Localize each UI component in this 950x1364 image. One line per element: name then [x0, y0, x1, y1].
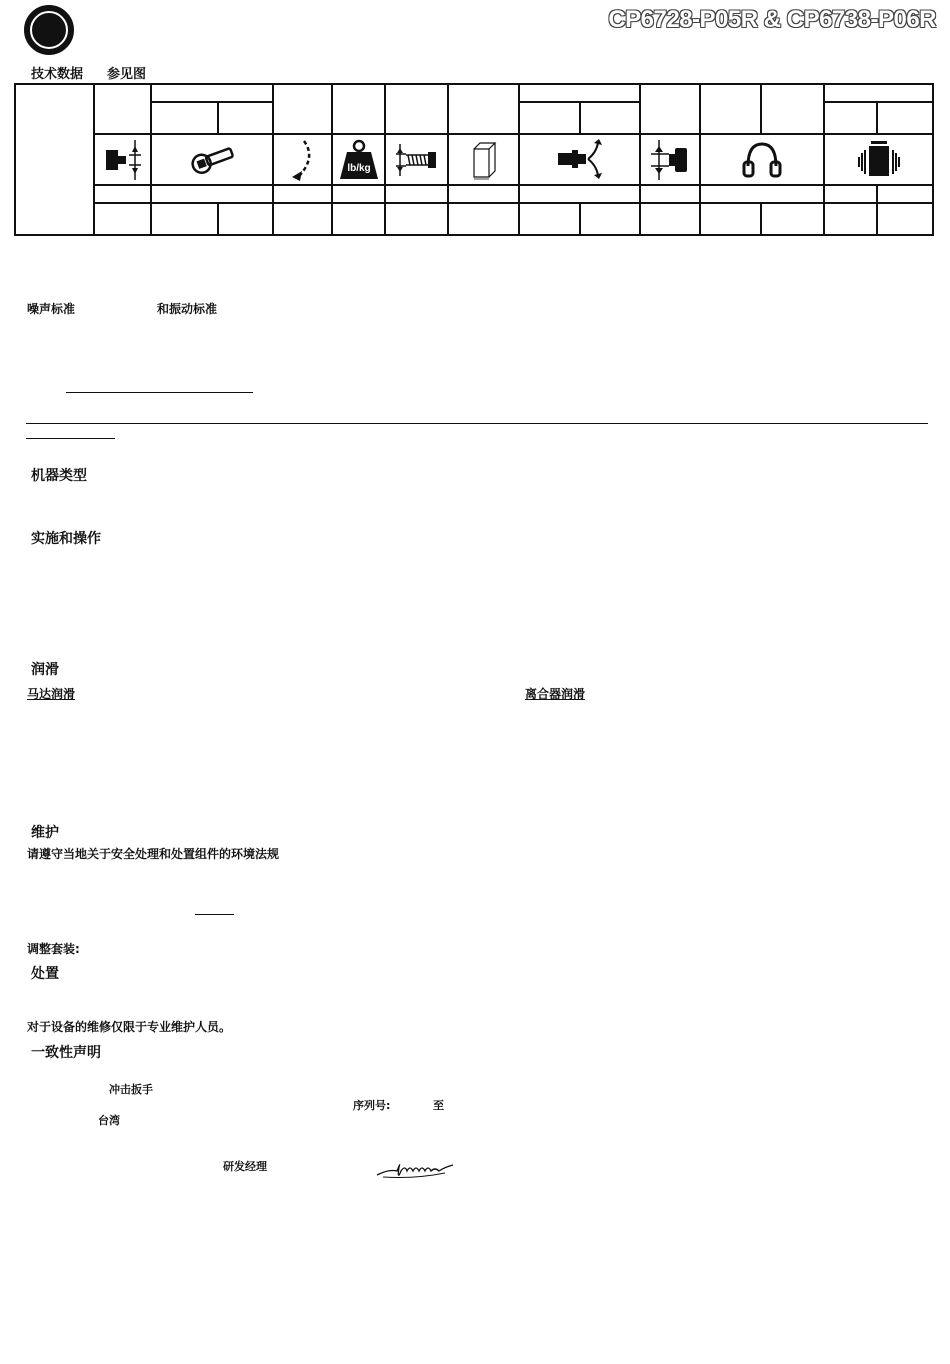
value-cell — [824, 185, 877, 203]
divider — [26, 423, 928, 424]
value-cell — [151, 203, 218, 235]
operation-heading: 实施和操作 — [31, 531, 101, 547]
header-cell — [824, 84, 933, 102]
environmental-note: 请遵守当地关于安全处理和处置组件的环境法规 — [27, 847, 280, 861]
header-cell — [385, 84, 448, 134]
value-cell — [218, 203, 273, 235]
header-cell — [218, 102, 273, 134]
value-cell — [824, 203, 877, 235]
value-cell — [385, 185, 448, 203]
adjustment-kit-label: 调整套装: — [27, 942, 80, 956]
divider — [26, 438, 115, 439]
header-cell — [640, 84, 700, 134]
divider — [66, 392, 253, 393]
ear-protection-icon — [700, 134, 824, 185]
value-cell — [700, 203, 761, 235]
header-cell — [151, 84, 273, 102]
lubrication-heading: 润滑 — [31, 662, 59, 678]
wrench-torque-icon — [151, 134, 273, 185]
value-cell — [273, 185, 332, 203]
air-inlet-thread-icon — [385, 134, 448, 185]
box-size-icon — [448, 134, 519, 185]
noise-standard-label: 噪声标准 — [27, 302, 76, 316]
header-cell — [824, 102, 877, 134]
value-cell — [580, 203, 640, 235]
spec-table — [14, 83, 934, 236]
technical-data-heading: 技术数据 — [31, 67, 84, 82]
value-cell — [519, 203, 580, 235]
divider — [195, 914, 234, 915]
value-cell — [94, 203, 151, 235]
row-header-cell — [15, 84, 94, 235]
clutch-lubrication-label: 离合器润滑 — [525, 687, 586, 701]
weight-lbkg-icon — [332, 134, 385, 185]
header-cell — [877, 102, 933, 134]
value-cell — [519, 185, 640, 203]
value-cell — [761, 203, 824, 235]
rd-manager-label: 研发经理 — [223, 1160, 267, 1173]
value-cell — [700, 185, 824, 203]
value-cell — [877, 203, 933, 235]
vibration-icon — [824, 134, 933, 185]
header-cell — [94, 84, 151, 134]
header-cell — [700, 84, 761, 134]
signature — [375, 1157, 457, 1183]
header-cell — [273, 84, 332, 134]
serial-number-label: 序列号: — [353, 1099, 391, 1112]
header-cell — [332, 84, 385, 134]
repair-note: 对于设备的维修仅限于专业维护人员。 — [27, 1020, 232, 1034]
value-cell — [448, 185, 519, 203]
motor-lubrication-label: 马达润滑 — [27, 687, 76, 701]
value-cell — [273, 203, 332, 235]
value-cell — [94, 185, 151, 203]
value-cell — [151, 185, 273, 203]
value-cell — [385, 203, 448, 235]
serial-to-label: 至 — [433, 1099, 444, 1112]
square-drive-icon — [94, 134, 151, 185]
value-cell — [640, 203, 700, 235]
header-cell — [761, 84, 824, 134]
anvil-length-icon — [640, 134, 700, 185]
value-cell — [332, 185, 385, 203]
taiwan-label: 台湾 — [98, 1114, 120, 1127]
declaration-heading: 一致性声明 — [31, 1045, 101, 1061]
header-cell — [580, 102, 640, 134]
value-cell — [332, 203, 385, 235]
value-cell — [640, 185, 700, 203]
header-cell — [151, 102, 218, 134]
hose-size-icon — [519, 134, 640, 185]
impacts-per-minute-icon — [273, 134, 332, 185]
vibration-standard-label: 和振动标准 — [157, 302, 218, 316]
brand-logo — [24, 5, 74, 55]
weight-label: lb/kg — [346, 162, 371, 174]
disposal-heading: 处置 — [31, 966, 59, 982]
machine-type-heading: 机器类型 — [31, 468, 87, 484]
see-figure-label: 参见图 — [107, 67, 147, 82]
header-cell — [448, 84, 519, 134]
impact-wrench-label: 冲击扳手 — [109, 1083, 153, 1096]
header-cell — [519, 84, 640, 102]
model-title: CP6728-P05R & CP6738-P06R — [608, 6, 936, 33]
maintenance-heading: 维护 — [31, 825, 59, 841]
value-cell — [448, 203, 519, 235]
header-cell — [519, 102, 580, 134]
value-cell — [877, 185, 933, 203]
